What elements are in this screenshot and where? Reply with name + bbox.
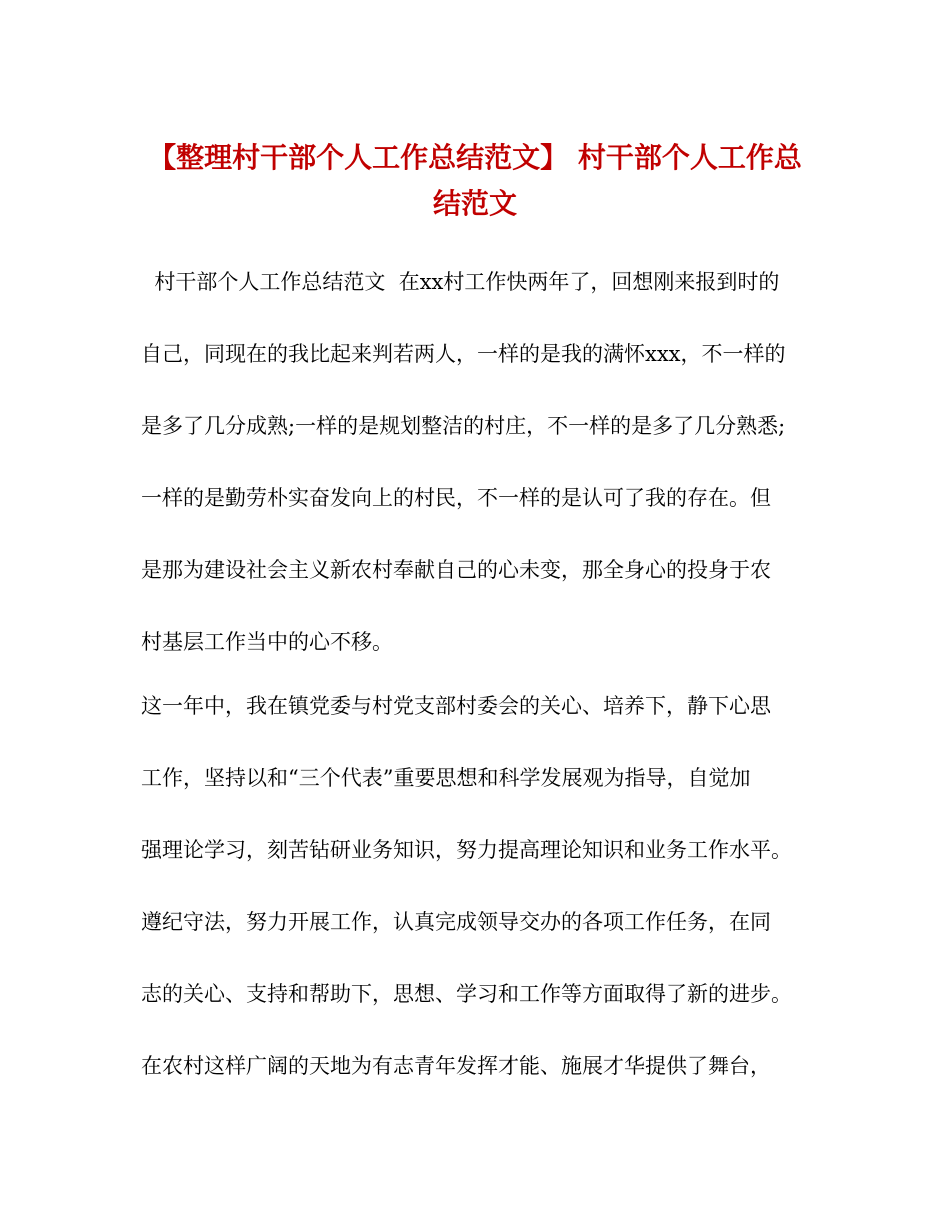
body-line: 志的关心、支持和帮助下，思想、学习和工作等方面取得了新的进步。 [141, 982, 792, 1006]
body-line: 村基层工作当中的心不移。 [141, 630, 393, 654]
body-line: 遵纪守法，努力开展工作，认真完成领导交办的各项工作任务，在同 [141, 910, 771, 934]
document-title-line-1: 【整理村干部个人工作总结范文】 村干部个人工作总 [148, 141, 802, 174]
body-line: 强理论学习，刻苦钻研业务知识，努力提高理论知识和业务工作水平。 [141, 838, 792, 862]
body-line: 一样的是勤劳朴实奋发向上的村民，不一样的是认可了我的存在。但 [141, 486, 771, 510]
body-line: 村干部个人工作总结范文 在xx村工作快两年了，回想刚来报到时的 [141, 270, 780, 294]
body-line: 工作，坚持以和“三个代表”重要思想和科学发展观为指导，自觉加 [141, 766, 751, 790]
document-title-line-2: 结范文 [432, 187, 517, 220]
body-line: 在农村这样广阔的天地为有志青年发挥才能、施展才华提供了舞台， [141, 1054, 771, 1078]
body-line: 是那为建设社会主义新农村奉献自己的心未变，那全身心的投身于农 [141, 558, 771, 582]
body-line: 这一年中，我在镇党委与村党支部村委会的关心、培养下，静下心思 [141, 694, 771, 718]
body-line: 自己，同现在的我比起来判若两人，一样的是我的满怀xxx，不一样的 [141, 342, 786, 366]
body-line: 是多了几分成熟;一样的是规划整洁的村庄，不一样的是多了几分熟悉; [141, 414, 786, 438]
